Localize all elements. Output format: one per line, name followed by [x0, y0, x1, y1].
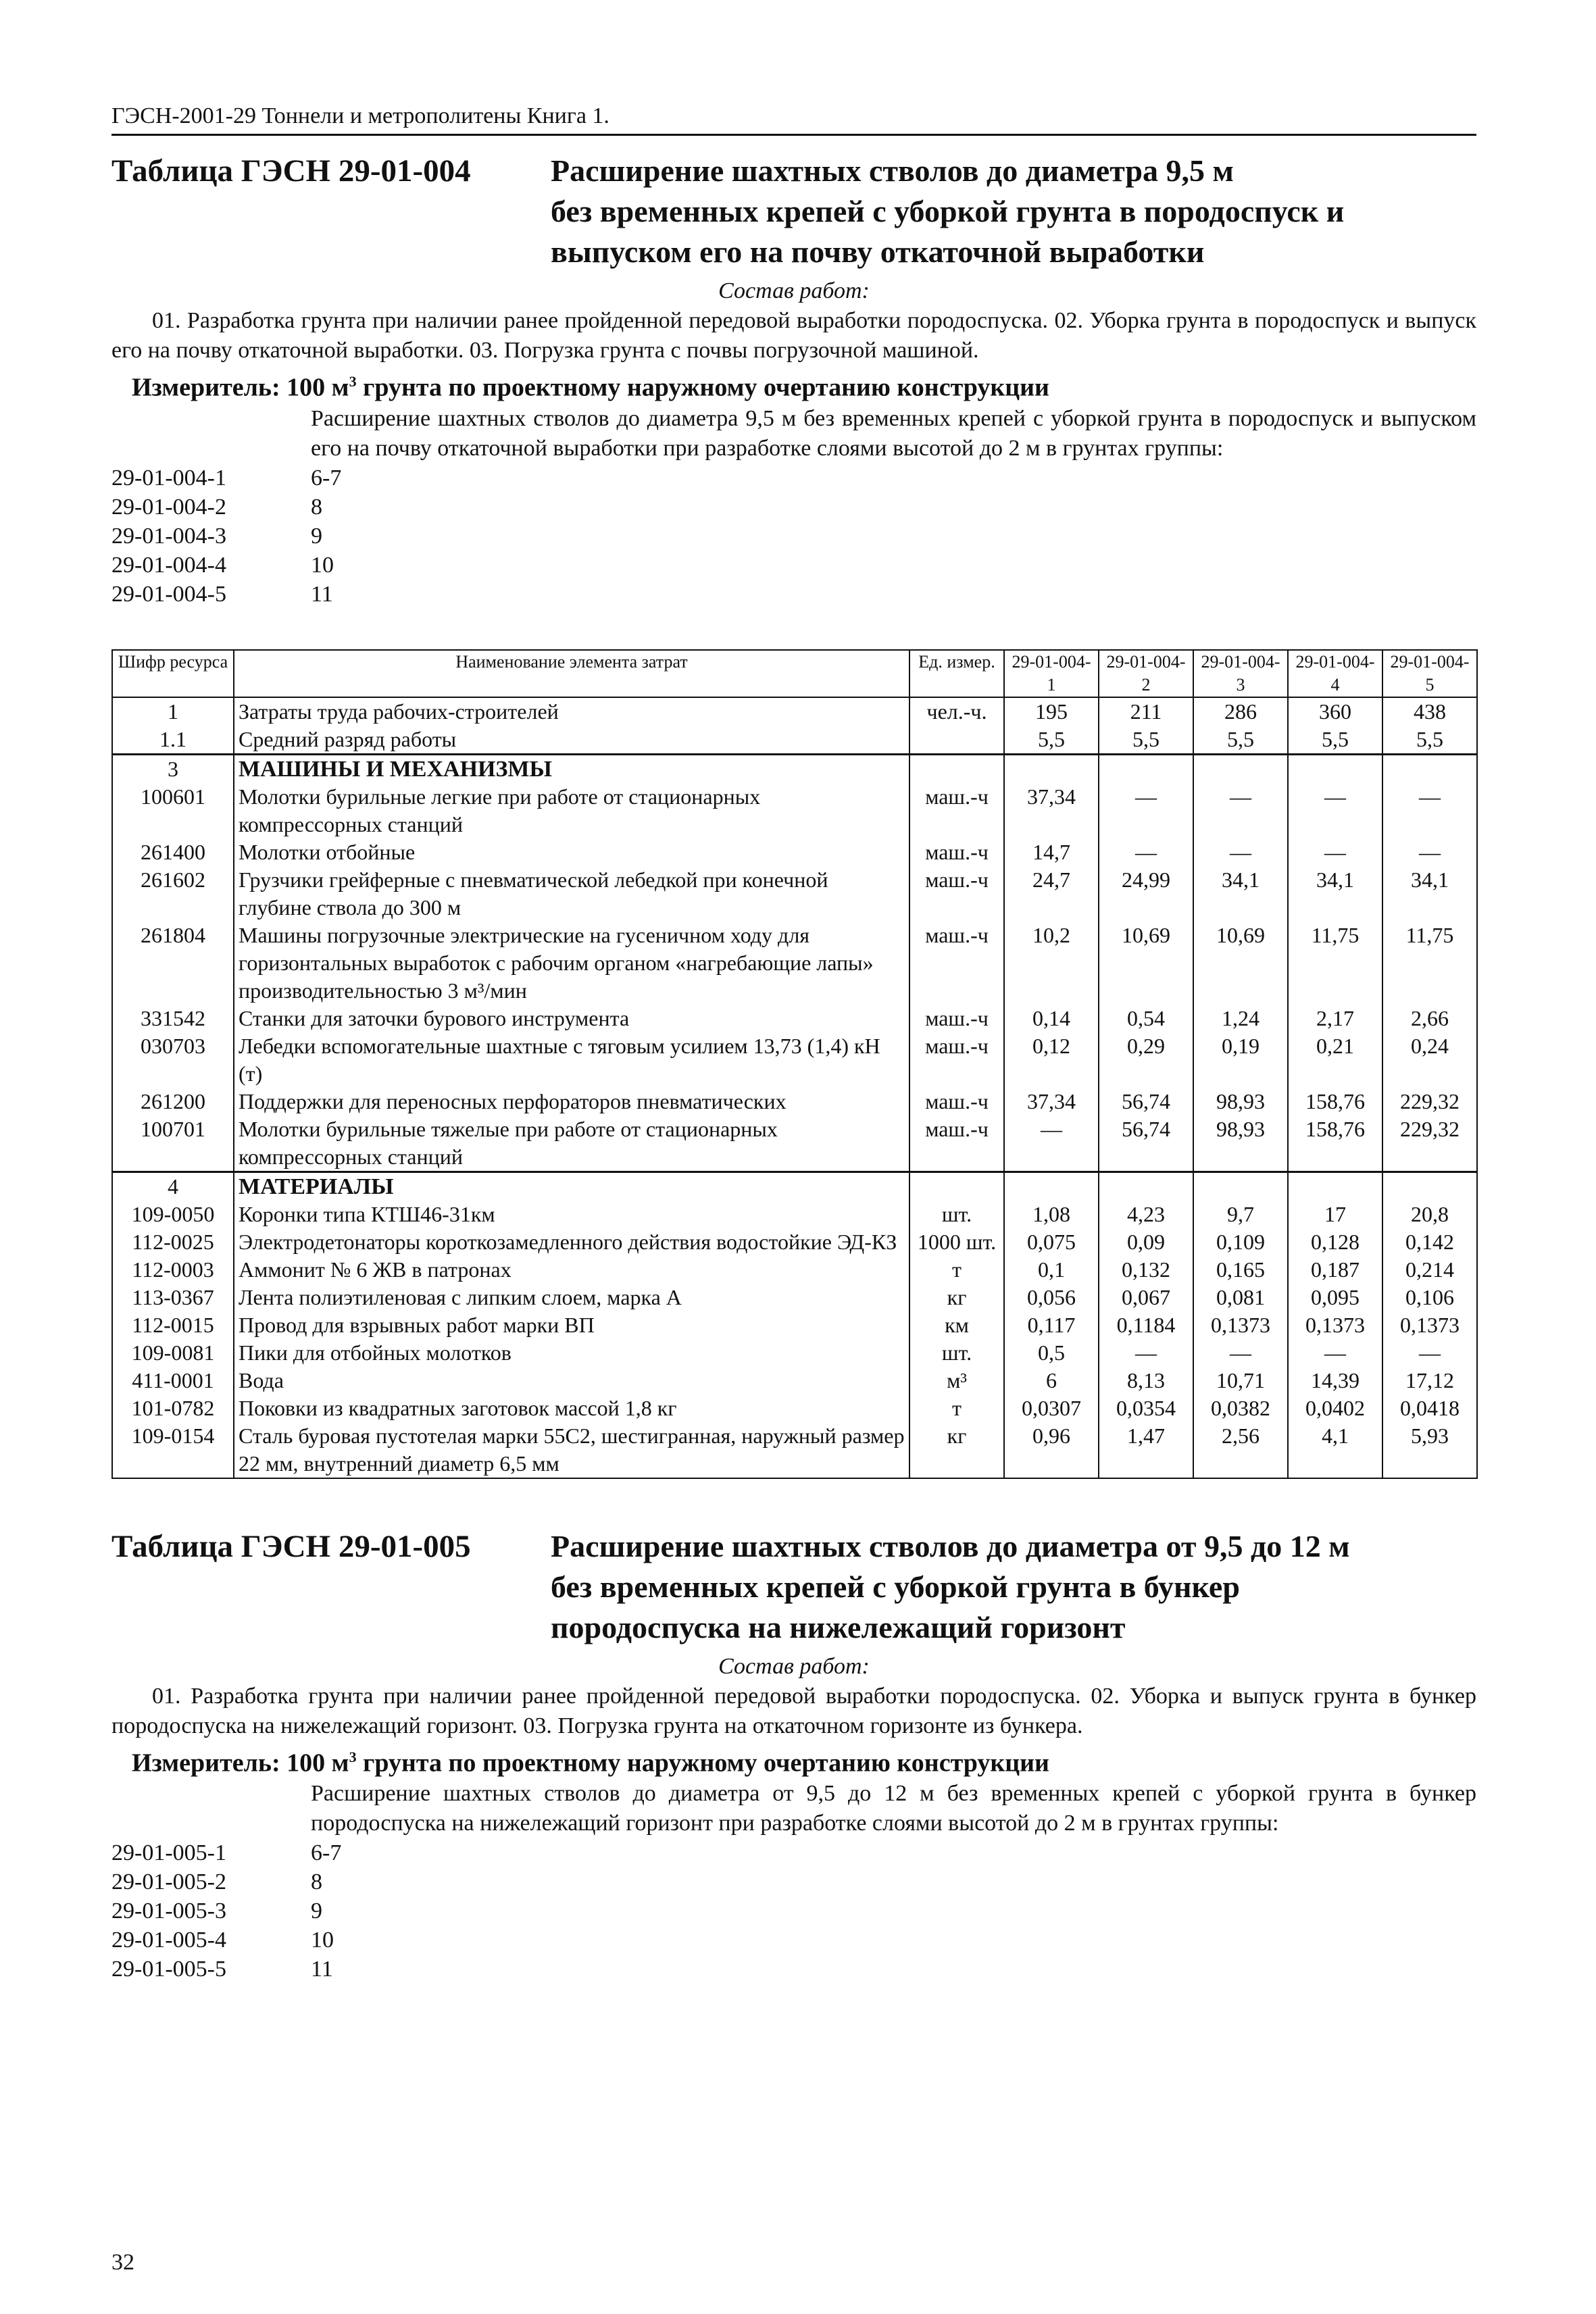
cell-value: 0,0307	[1004, 1394, 1099, 1422]
cell-code: 4	[112, 1172, 234, 1201]
cell-unit: кг	[909, 1284, 1004, 1311]
table-title	[551, 1526, 1476, 1648]
header-col: 29-01-004-1	[1004, 650, 1099, 697]
group-value: 8	[311, 494, 322, 520]
group-value: 11	[311, 1957, 333, 1982]
cell-name: Вода	[234, 1367, 909, 1394]
cell-value: 0,165	[1193, 1256, 1288, 1284]
cell-value: 0,132	[1099, 1256, 1193, 1284]
header-unit: Ед. измер.	[909, 650, 1004, 697]
cell-value: 438	[1382, 697, 1477, 726]
group-code: 29-01-005-3	[111, 1898, 226, 1924]
cell-value: 0,12	[1004, 1032, 1099, 1088]
table-title-line: Расширение шахтных стволов до диаметра 9,5 м	[551, 153, 1234, 188]
cell-value: 0,21	[1288, 1032, 1382, 1088]
cell-value: 0,142	[1382, 1228, 1477, 1256]
header-col: 29-01-004-2	[1099, 650, 1193, 697]
group-value: 10	[311, 1928, 334, 1953]
cell-unit	[909, 754, 1004, 783]
table-title-line: выпуском его на почву откаточной выработки	[551, 234, 1205, 269]
cell-name: Аммонит № 6 ЖВ в патронах	[234, 1256, 909, 1284]
measure-prefix: Измеритель: 100 м	[132, 1749, 349, 1778]
cell-value	[1193, 754, 1288, 783]
cell-value: 360	[1288, 697, 1382, 726]
cell-value: 1,08	[1004, 1201, 1099, 1228]
cell-code: 112-0003	[112, 1256, 234, 1284]
cell-code: 100701	[112, 1115, 234, 1172]
cell-value: 158,76	[1288, 1115, 1382, 1172]
cell-code: 112-0015	[112, 1311, 234, 1339]
cell-value: 24,99	[1099, 866, 1193, 922]
cell-value: 286	[1193, 697, 1288, 726]
header-col: 29-01-004-3	[1193, 650, 1288, 697]
group-value: 9	[311, 1898, 322, 1924]
cell-value: 37,34	[1004, 783, 1099, 838]
cell-value: 0,0354	[1099, 1394, 1193, 1422]
cell-value: 0,0418	[1382, 1394, 1477, 1422]
group-row	[111, 522, 1476, 551]
cell-value: 11,75	[1382, 922, 1477, 1005]
cell-name: Электродетонаторы короткозамедленного действия водостойкие ЭД-КЗ	[234, 1228, 909, 1256]
cell-value: 0,1184	[1099, 1311, 1193, 1339]
cell-value: 0,075	[1004, 1228, 1099, 1256]
cell-value: 5,5	[1288, 726, 1382, 755]
group-code: 29-01-004-3	[111, 523, 226, 549]
cell-code: 331542	[112, 1005, 234, 1032]
cell-value: 2,66	[1382, 1005, 1477, 1032]
cell-name: Лебедки вспомогательные шахтные с тяговым усилием 13,73 (1,4) кН (т)	[234, 1032, 909, 1088]
cell-value: 4,1	[1288, 1422, 1382, 1478]
cell-value: 4,23	[1099, 1201, 1193, 1228]
cell-value: —	[1099, 838, 1193, 866]
cell-value: 229,32	[1382, 1088, 1477, 1115]
table-title-line: Расширение шахтных стволов до диаметра от 9,5 до 12 м	[551, 1528, 1350, 1563]
group-code: 29-01-005-4	[111, 1928, 226, 1953]
cell-value: 0,1373	[1193, 1311, 1288, 1339]
measure-suffix: грунта по проектному наружному очертанию конструкции	[356, 373, 1049, 402]
cell-name: Затраты труда рабочих-строителей	[234, 697, 909, 726]
measure-prefix: Измеритель: 100 м	[132, 373, 349, 402]
table-row	[112, 1115, 1477, 1172]
table-row	[112, 1228, 1477, 1256]
cell-value: 0,0402	[1288, 1394, 1382, 1422]
cell-unit: маш.-ч	[909, 1088, 1004, 1115]
cell-code: 411-0001	[112, 1367, 234, 1394]
table-row	[112, 1422, 1477, 1478]
cell-value	[1004, 1172, 1099, 1201]
document-page	[111, 101, 1476, 1984]
cell-name: Провод для взрывных работ марки ВП	[234, 1311, 909, 1339]
cell-value: 0,5	[1004, 1339, 1099, 1367]
group-code: 29-01-004-5	[111, 581, 226, 607]
cell-value: 37,34	[1004, 1088, 1099, 1115]
group-value: 9	[311, 523, 322, 549]
cell-value: 5,93	[1382, 1422, 1477, 1478]
cell-value: 8,13	[1099, 1367, 1193, 1394]
cell-name: Молотки бурильные легкие при работе от стационарных компрессорных станций	[234, 783, 909, 838]
table-heading	[111, 1526, 1476, 1648]
cell-value: 0,095	[1288, 1284, 1382, 1311]
group-row	[111, 580, 1476, 609]
cell-value: —	[1382, 1339, 1477, 1367]
cell-code: 261400	[112, 838, 234, 866]
cell-value: 5,5	[1193, 726, 1288, 755]
cell-name: Машины погрузочные электрические на гусеничном ходу для горизонтальных выработок с рабочим органом «нагребающие лапы» производительностью 3 м³/мин	[234, 922, 909, 1005]
section-29-01-004	[111, 151, 1476, 1479]
cell-value	[1382, 1172, 1477, 1201]
cell-unit: шт.	[909, 1201, 1004, 1228]
cell-value: 0,1	[1004, 1256, 1099, 1284]
table-row	[112, 1005, 1477, 1032]
cell-unit: маш.-ч	[909, 1115, 1004, 1172]
cell-value: 229,32	[1382, 1115, 1477, 1172]
cell-value: 0,081	[1193, 1284, 1288, 1311]
cell-value: 0,54	[1099, 1005, 1193, 1032]
cell-value	[1099, 754, 1193, 783]
group-value: 6-7	[311, 465, 342, 491]
cell-value: 11,75	[1288, 922, 1382, 1005]
cell-unit: т	[909, 1256, 1004, 1284]
cell-name: Средний разряд работы	[234, 726, 909, 755]
cell-value: 5,5	[1099, 726, 1193, 755]
header-col: 29-01-004-5	[1382, 650, 1477, 697]
table-row	[112, 1311, 1477, 1339]
cell-code: 109-0081	[112, 1339, 234, 1367]
cell-value: —	[1099, 1339, 1193, 1367]
cell-name: Поковки из квадратных заготовок массой 1,8 кг	[234, 1394, 909, 1422]
cell-code: 1.1	[112, 726, 234, 755]
cell-value: 6	[1004, 1367, 1099, 1394]
section-29-01-005	[111, 1526, 1476, 1984]
cell-code: 3	[112, 754, 234, 783]
measure-sup: 3	[349, 373, 357, 390]
cell-value: 34,1	[1288, 866, 1382, 922]
group-code: 29-01-005-5	[111, 1957, 226, 1982]
cell-unit: м³	[909, 1367, 1004, 1394]
table-row	[112, 783, 1477, 838]
cell-value	[1099, 1172, 1193, 1201]
cell-value: —	[1193, 838, 1288, 866]
group-list	[111, 463, 1476, 609]
composition-title: Состав работ:	[718, 278, 870, 303]
cell-value: 10,71	[1193, 1367, 1288, 1394]
cell-code: 113-0367	[112, 1284, 234, 1311]
table-title-line: без временных крепей с уборкой грунта в породоспуск и	[551, 194, 1345, 228]
cell-code: 109-0050	[112, 1201, 234, 1228]
cell-value: 0,056	[1004, 1284, 1099, 1311]
cell-name: Молотки отбойные	[234, 838, 909, 866]
cell-value: 0,106	[1382, 1284, 1477, 1311]
header-name: Наименование элемента затрат	[234, 650, 909, 697]
cell-value	[1288, 1172, 1382, 1201]
table-row	[112, 1367, 1477, 1394]
cell-value: 0,214	[1382, 1256, 1477, 1284]
cell-code: 030703	[112, 1032, 234, 1088]
group-row	[111, 1896, 1476, 1926]
cell-value: 9,7	[1193, 1201, 1288, 1228]
cell-value: 211	[1099, 697, 1193, 726]
running-head: ГЭСН-2001-29 Тоннели и метрополитены Книга 1.	[111, 101, 1476, 136]
group-row	[111, 493, 1476, 522]
table-code: Таблица ГЭСН 29-01-004	[111, 153, 471, 188]
cell-value: 34,1	[1382, 866, 1477, 922]
cell-value	[1004, 754, 1099, 783]
cell-name: Лента полиэтиленовая с липким слоем, марка А	[234, 1284, 909, 1311]
table-row	[112, 726, 1477, 755]
measure-sup: 3	[349, 1748, 357, 1765]
cell-name: Пики для отбойных молотков	[234, 1339, 909, 1367]
cell-name: Сталь буровая пустотелая марки 55С2, шестигранная, наружный размер 22 мм, внутренний диаметр 6,5 мм	[234, 1422, 909, 1478]
composition-title: Состав работ:	[718, 1653, 870, 1679]
group-code: 29-01-004-2	[111, 494, 226, 520]
group-list	[111, 1838, 1476, 1984]
cell-name: Коронки типа КТШ46-31км	[234, 1201, 909, 1228]
cell-unit: маш.-ч	[909, 1032, 1004, 1088]
scope-text: Расширение шахтных стволов до диаметра 9,5 м без временных крепей с уборкой грунта в породоспуск и выпуском его на почву откаточной выработки при разработке слоями высотой до 2 м в грунтах группы:	[311, 405, 1476, 461]
cell-value: 2,17	[1288, 1005, 1382, 1032]
measure-line	[132, 366, 1476, 404]
composition-text: 01. Разработка грунта при наличии ранее пройденной передовой выработки породоспуска. 02. Уборка и выпуск грунта в бункер породоспуска на нижележащий горизонт. 03. Погрузка грунта на откаточном горизонте из бункера.	[111, 1683, 1476, 1738]
cell-value: —	[1288, 838, 1382, 866]
group-value: 10	[311, 552, 334, 578]
cell-code: 261602	[112, 866, 234, 922]
cell-name: Молотки бурильные тяжелые при работе от стационарных компрессорных станций	[234, 1115, 909, 1172]
cell-unit: км	[909, 1311, 1004, 1339]
cell-value: 17	[1288, 1201, 1382, 1228]
table-row	[112, 1394, 1477, 1422]
table-title-line: породоспуска на нижележащий горизонт	[551, 1609, 1126, 1644]
cell-value: 0,29	[1099, 1032, 1193, 1088]
table-header-row	[112, 650, 1477, 697]
cell-unit: 1000 шт.	[909, 1228, 1004, 1256]
cell-value: 10,69	[1099, 922, 1193, 1005]
cell-unit: маш.-ч	[909, 1005, 1004, 1032]
table-section-row	[112, 1172, 1477, 1201]
cell-value: 98,93	[1193, 1088, 1288, 1115]
cell-value: 0,109	[1193, 1228, 1288, 1256]
table-row	[112, 1032, 1477, 1088]
header-col: 29-01-004-4	[1288, 650, 1382, 697]
group-row	[111, 1838, 1476, 1867]
cell-value: 0,187	[1288, 1256, 1382, 1284]
group-code: 29-01-004-1	[111, 465, 226, 491]
table-section-row	[112, 754, 1477, 783]
cell-value: 56,74	[1099, 1088, 1193, 1115]
cell-unit	[909, 1172, 1004, 1201]
cell-unit: маш.-ч	[909, 866, 1004, 922]
cell-value: —	[1099, 783, 1193, 838]
table-row	[112, 838, 1477, 866]
cell-code: 100601	[112, 783, 234, 838]
cell-value: 0,19	[1193, 1032, 1288, 1088]
group-row	[111, 1955, 1476, 1984]
cell-value: 0,128	[1288, 1228, 1382, 1256]
cell-value: —	[1382, 838, 1477, 866]
cell-unit: чел.-ч.	[909, 697, 1004, 726]
table-row	[112, 1284, 1477, 1311]
cell-value: 0,1373	[1288, 1311, 1382, 1339]
cell-value: 2,56	[1193, 1422, 1288, 1478]
cell-value: 0,117	[1004, 1311, 1099, 1339]
cell-value: 0,09	[1099, 1228, 1193, 1256]
composition-text: 01. Разработка грунта при наличии ранее пройденной передовой выработки породоспуска. 02. Уборка грунта в породоспуск и выпуск его на почву откаточной выработки. 03. Погрузка грунта с почвы погрузочной машиной.	[111, 308, 1476, 363]
resource-table	[111, 649, 1478, 1479]
cell-code: 101-0782	[112, 1394, 234, 1422]
cell-value: 1,47	[1099, 1422, 1193, 1478]
table-title	[551, 151, 1476, 272]
cell-value: 195	[1004, 697, 1099, 726]
table-row	[112, 1201, 1477, 1228]
group-value: 8	[311, 1869, 322, 1895]
table-row	[112, 697, 1477, 726]
cell-value: 14,39	[1288, 1367, 1382, 1394]
cell-value: 5,5	[1004, 726, 1099, 755]
cell-code: 1	[112, 697, 234, 726]
table-row	[112, 922, 1477, 1005]
cell-value: 10,69	[1193, 922, 1288, 1005]
cell-name: Станки для заточки бурового инструмента	[234, 1005, 909, 1032]
cell-value: 56,74	[1099, 1115, 1193, 1172]
cell-value: 14,7	[1004, 838, 1099, 866]
group-row	[111, 1926, 1476, 1955]
cell-value: 0,24	[1382, 1032, 1477, 1088]
cell-code: 109-0154	[112, 1422, 234, 1478]
cell-value: 10,2	[1004, 922, 1099, 1005]
measure-line	[132, 1741, 1476, 1780]
table-code: Таблица ГЭСН 29-01-005	[111, 1528, 471, 1564]
table-title-line: без временных крепей с уборкой грунта в бункер	[551, 1569, 1240, 1604]
cell-name: Грузчики грейферные с пневматической лебедкой при конечной глубине ствола до 300 м	[234, 866, 909, 922]
cell-value: —	[1288, 1339, 1382, 1367]
table-row	[112, 1088, 1477, 1115]
cell-name: Поддержки для переносных перфораторов пневматических	[234, 1088, 909, 1115]
group-code: 29-01-005-2	[111, 1869, 226, 1895]
cell-value: 0,96	[1004, 1422, 1099, 1478]
cell-value: 5,5	[1382, 726, 1477, 755]
group-row	[111, 1867, 1476, 1896]
cell-value: 0,067	[1099, 1284, 1193, 1311]
cell-value	[1288, 754, 1382, 783]
page-number: 32	[111, 2250, 134, 2275]
cell-unit: т	[909, 1394, 1004, 1422]
cell-value: —	[1193, 1339, 1288, 1367]
cell-code: 261804	[112, 922, 234, 1005]
cell-value: 24,7	[1004, 866, 1099, 922]
table-row	[112, 1256, 1477, 1284]
cell-value: 0,14	[1004, 1005, 1099, 1032]
cell-value: 20,8	[1382, 1201, 1477, 1228]
cell-value: 1,24	[1193, 1005, 1288, 1032]
group-row	[111, 551, 1476, 580]
cell-value: —	[1193, 783, 1288, 838]
group-row	[111, 463, 1476, 493]
cell-code: 261200	[112, 1088, 234, 1115]
cell-value: —	[1004, 1115, 1099, 1172]
cell-unit: маш.-ч	[909, 783, 1004, 838]
table-row	[112, 866, 1477, 922]
group-code: 29-01-004-4	[111, 552, 226, 578]
cell-value: 158,76	[1288, 1088, 1382, 1115]
cell-name: МАТЕРИАЛЫ	[234, 1172, 909, 1201]
table-body	[112, 697, 1477, 1478]
group-value: 11	[311, 581, 333, 607]
cell-value: 0,1373	[1382, 1311, 1477, 1339]
cell-value: 98,93	[1193, 1115, 1288, 1172]
header-code: Шифр ресурса	[112, 650, 234, 697]
cell-unit: кг	[909, 1422, 1004, 1478]
table-heading	[111, 151, 1476, 272]
scope-text: Расширение шахтных стволов до диаметра от 9,5 до 12 м без временных крепей с уборкой грунта в бункер породоспуска на нижележащий горизонт при разработке слоями высотой до 2 м в грунтах группы:	[311, 1781, 1476, 1836]
cell-unit	[909, 726, 1004, 755]
cell-value	[1193, 1172, 1288, 1201]
cell-value: —	[1288, 783, 1382, 838]
cell-value: —	[1382, 783, 1477, 838]
cell-name: МАШИНЫ И МЕХАНИЗМЫ	[234, 754, 909, 783]
cell-value	[1382, 754, 1477, 783]
cell-value: 34,1	[1193, 866, 1288, 922]
cell-unit: маш.-ч	[909, 838, 1004, 866]
group-value: 6-7	[311, 1840, 342, 1866]
cell-value: 0,0382	[1193, 1394, 1288, 1422]
cell-unit: шт.	[909, 1339, 1004, 1367]
group-code: 29-01-005-1	[111, 1840, 226, 1866]
cell-code: 112-0025	[112, 1228, 234, 1256]
table-row	[112, 1339, 1477, 1367]
cell-value: 17,12	[1382, 1367, 1477, 1394]
cell-unit: маш.-ч	[909, 922, 1004, 1005]
measure-suffix: грунта по проектному наружному очертанию конструкции	[356, 1749, 1049, 1778]
